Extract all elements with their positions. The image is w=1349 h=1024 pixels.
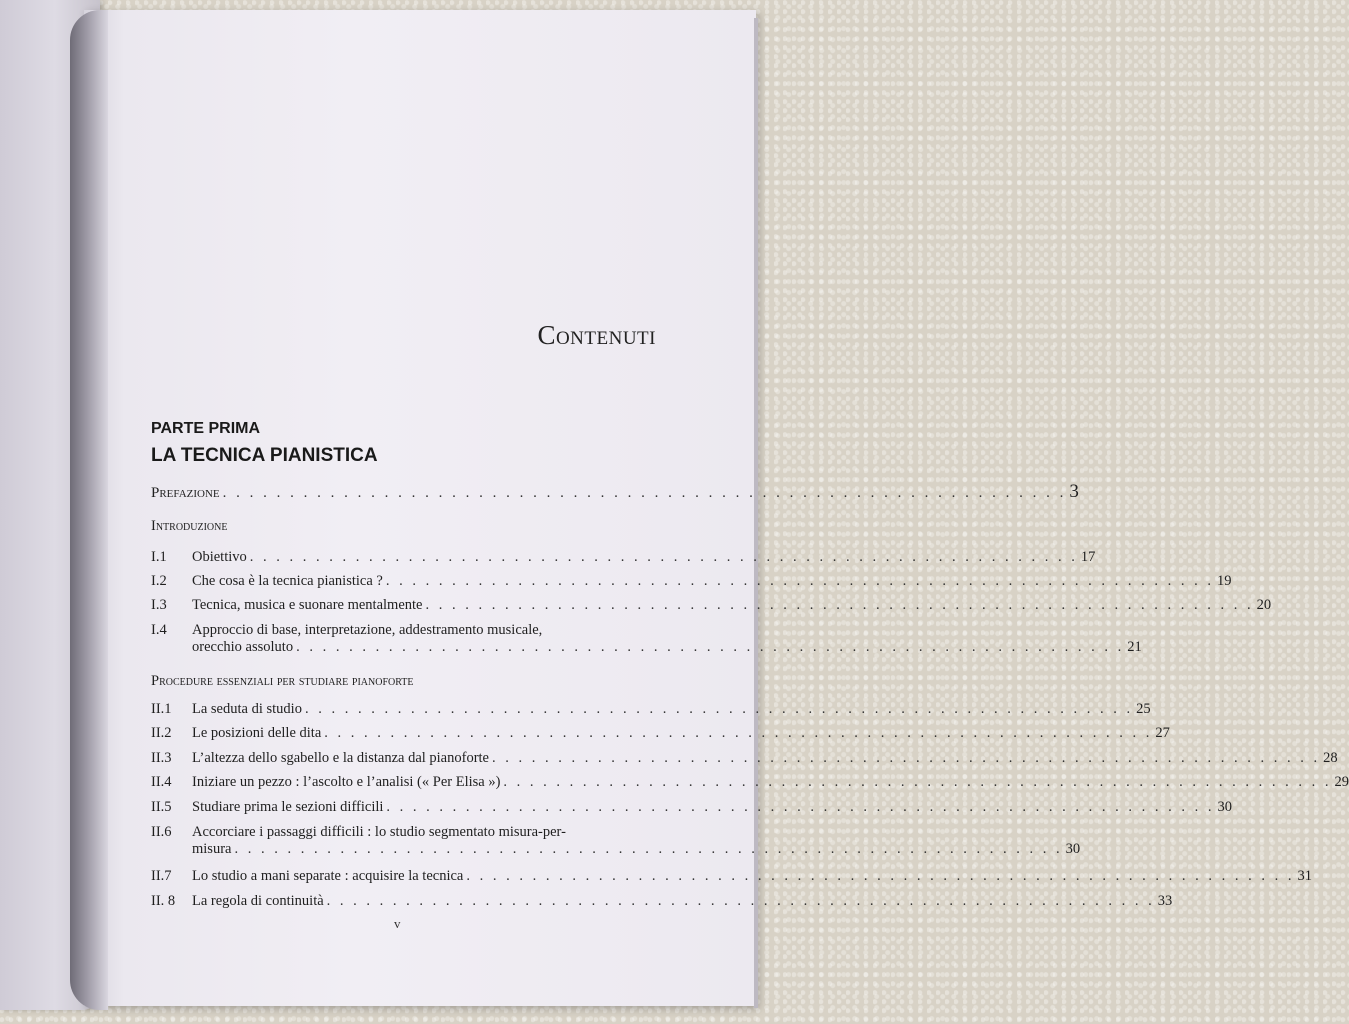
- toc-entry-text: La regola di continuità: [192, 893, 324, 909]
- toc-entry-page: 20: [1256, 597, 1272, 613]
- part-label: PARTE PRIMA: [151, 420, 261, 437]
- toc-entry-page: 28: [1323, 750, 1338, 766]
- dot-leader: . . . . . . . . . . . . . . . . . . . . . . . . . . . . . . . . . . . . . . . . . . . . . . . . . . . . . . . . . . . . . . .: [492, 750, 1321, 766]
- page-title: Contenuti: [537, 320, 656, 350]
- toc-entry-number: I.1: [151, 549, 167, 565]
- dot-leader: . . . . . . . . . . . . . . . . . . . . . . . . . . . . . . . . . . . . . . . . . . . . . . . . . . . . . . . . . . . . . . .: [385, 573, 1214, 589]
- toc-entry-text: Che cosa è la tecnica pianistica ?: [192, 573, 383, 589]
- toc-entry-number: II.7: [151, 868, 172, 884]
- toc-entry: [192, 893, 1173, 910]
- toc-entry-number: II.5: [151, 799, 172, 815]
- toc-entry: [192, 573, 1232, 590]
- toc-entry: [192, 701, 1151, 718]
- toc-entry-text: La seduta di studio: [192, 701, 302, 717]
- dot-leader: . . . . . . . . . . . . . . . . . . . . . . . . . . . . . . . . . . . . . . . . . . . . . . . . . . . . . . . . . . . . . . .: [386, 799, 1215, 815]
- toc-entry-text: Approccio di base, interpretazione, addestramento musicale,: [192, 622, 543, 638]
- toc-entry: [192, 824, 1081, 858]
- section-heading-procedure: Procedure essenziali per studiare pianoforte: [151, 673, 414, 689]
- toc-entry-number: I.2: [151, 573, 167, 589]
- toc-entry: [192, 774, 1349, 791]
- toc-preface-label: Prefazione: [151, 485, 220, 501]
- toc-entry-text-continued: misura: [192, 841, 232, 857]
- toc-entry-text: L’altezza dello sgabello e la distanza dal pianoforte: [192, 750, 489, 766]
- toc-entry-text: Tecnica, musica e suonare mentalmente: [192, 597, 423, 613]
- toc-entry-number: II.4: [151, 774, 172, 790]
- toc-entry-text: Le posizioni delle dita: [192, 725, 322, 741]
- toc-entry-text: Accorciare i passaggi difficili : lo studio segmentato misura-per-: [192, 824, 566, 840]
- page-edge: [754, 18, 758, 1008]
- toc-preface-page: 3: [1069, 481, 1079, 502]
- toc-entry-page: 33: [1157, 893, 1173, 909]
- toc-entry-number: II.1: [151, 701, 172, 717]
- dot-leader: . . . . . . . . . . . . . . . . . . . . . . . . . . . . . . . . . . . . . . . . . . . . . . . . . . . . . . . . . . . . . . .: [234, 841, 1063, 857]
- toc-entry: [192, 549, 1096, 566]
- toc-entry-text: Obiettivo: [192, 549, 247, 565]
- toc-entry-text: Lo studio a mani separate : acquisire la tecnica: [192, 868, 464, 884]
- part-title: LA TECNICA PIANISTICA: [151, 445, 378, 466]
- toc-entry-page: 27: [1155, 725, 1170, 741]
- toc-entry-text: Iniziare un pezzo : l’ascolto e l’analisi (« Per Elisa »): [192, 774, 501, 790]
- dot-leader: . . . . . . . . . . . . . . . . . . . . . . . . . . . . . . . . . . . . . . . . . . . . . . . . . . . . . . . . . . . . . . .: [324, 725, 1153, 741]
- toc-entry-page: 31: [1297, 868, 1312, 884]
- toc-entry-number: II.3: [151, 750, 172, 766]
- book-gutter: [70, 10, 108, 1010]
- dot-leader: . . . . . . . . . . . . . . . . . . . . . . . . . . . . . . . . . . . . . . . . . . . . . . . . . . . . . . . . . . . . . . .: [304, 701, 1134, 717]
- toc-entry-number: II.2: [151, 725, 172, 741]
- page-folio: v: [394, 916, 401, 931]
- toc-entry-page: 29: [1334, 774, 1349, 790]
- toc-entry: [192, 597, 1272, 614]
- dot-leader: . . . . . . . . . . . . . . . . . . . . . . . . . . . . . . . . . . . . . . . . . . . . . . . . . . . . . . . . . . . . . . .: [326, 893, 1155, 909]
- toc-entry: [192, 799, 1233, 816]
- toc-entry-text: Studiare prima le sezioni difficili: [192, 799, 384, 815]
- toc-entry-page: 17: [1080, 549, 1096, 565]
- toc-entry-page: 25: [1136, 701, 1151, 717]
- dot-leader: . . . . . . . . . . . . . . . . . . . . . . . . . . . . . . . . . . . . . . . . . . . . . . . . . . . . . . . . . . . . . . .: [222, 485, 1067, 501]
- toc-entry: [192, 868, 1312, 885]
- toc-entry-page: 19: [1216, 573, 1232, 589]
- dot-leader: . . . . . . . . . . . . . . . . . . . . . . . . . . . . . . . . . . . . . . . . . . . . . . . . . . . . . . . . . . . . . . .: [249, 549, 1078, 565]
- toc-entry-number: I.3: [151, 597, 167, 613]
- toc-entry-page: 30: [1065, 841, 1081, 857]
- toc-entry-number: I.4: [151, 622, 167, 638]
- toc-entry-page: 21: [1127, 639, 1142, 655]
- section-heading-introduzione: Introduzione: [151, 518, 228, 534]
- toc-entry-number: II. 8: [151, 893, 176, 909]
- toc-entry-text-continued: orecchio assoluto: [192, 639, 294, 655]
- dot-leader: . . . . . . . . . . . . . . . . . . . . . . . . . . . . . . . . . . . . . . . . . . . . . . . . . . . . . . . . . . . . . . .: [466, 868, 1295, 884]
- toc-entry: [192, 725, 1170, 742]
- toc-entry: [192, 622, 1142, 656]
- dot-leader: . . . . . . . . . . . . . . . . . . . . . . . . . . . . . . . . . . . . . . . . . . . . . . . . . . . . . . . . . . . . . . .: [503, 774, 1332, 790]
- dot-leader: . . . . . . . . . . . . . . . . . . . . . . . . . . . . . . . . . . . . . . . . . . . . . . . . . . . . . . . . . . . . . . .: [425, 597, 1254, 613]
- toc-entry-number: II.6: [151, 824, 172, 840]
- toc-preface: [151, 481, 1079, 503]
- toc-entry-page: 30: [1217, 799, 1233, 815]
- toc-entry: [192, 750, 1338, 767]
- dot-leader: . . . . . . . . . . . . . . . . . . . . . . . . . . . . . . . . . . . . . . . . . . . . . . . . . . . . . . . . . . . . . . .: [296, 639, 1125, 655]
